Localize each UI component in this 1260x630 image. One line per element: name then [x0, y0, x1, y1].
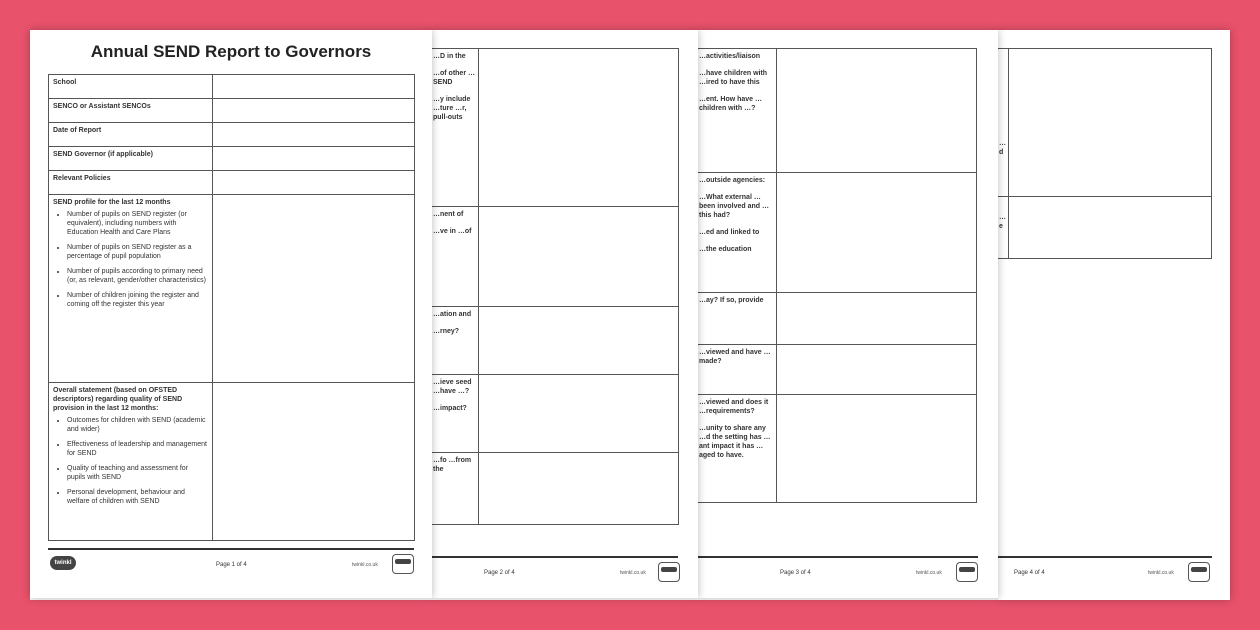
profile-list [53, 210, 208, 309]
field-cell [998, 49, 1009, 197]
answer-cell[interactable] [479, 307, 679, 375]
answer-cell[interactable] [479, 375, 679, 453]
field-text: …unity to share any …d the setting has …ant impact it has …aged to have. [699, 425, 771, 459]
footer-url: twinkl.co.uk [352, 562, 378, 568]
field-text: …impact? [433, 405, 467, 412]
field-cell [432, 307, 479, 375]
twinkl-badge-icon [392, 554, 414, 574]
list-item: • Number of pupils according to primary need (or, as relevant, gender/other characteristics) [67, 267, 208, 285]
field-text: …What external …been involved and …this had? [699, 194, 770, 219]
field-text: …d [999, 140, 1006, 156]
field-text: …viewed and does it …requirements? [699, 399, 769, 415]
field-text: …fo …from the [433, 457, 472, 473]
field-text: …ve in …of [433, 228, 472, 235]
field-text: …of other …SEND [433, 70, 475, 86]
answer-cell[interactable] [777, 173, 977, 293]
report-table [698, 48, 977, 503]
field-cell [432, 453, 479, 525]
document-page-1[interactable] [30, 30, 432, 598]
field-text: …nent of [433, 211, 464, 218]
answer-cell[interactable] [777, 345, 977, 395]
footer-rule [48, 548, 414, 550]
field-cell [432, 207, 479, 307]
field-text: …ation and [433, 311, 472, 318]
answer-cell[interactable] [213, 99, 415, 123]
field-cell [698, 345, 777, 395]
answer-cell[interactable] [213, 147, 415, 171]
answer-cell[interactable] [213, 123, 415, 147]
field-label: Date of Report [53, 127, 102, 134]
field-text: …rney? [433, 328, 460, 335]
report-table [998, 48, 1212, 259]
document-page-2[interactable] [432, 30, 698, 598]
list-item: • Outcomes for children with SEND (academic and wider) [67, 416, 208, 434]
field-text: …the education [699, 246, 752, 253]
page-number: Page 2 of 4 [484, 570, 515, 576]
field-text: …viewed and have …made? [699, 349, 771, 365]
answer-cell[interactable] [777, 293, 977, 345]
field-cell [998, 197, 1009, 259]
twinkl-badge-icon [658, 562, 680, 582]
list-item: • Number of children joining the register and coming off the register this year [67, 291, 208, 309]
overall-list [53, 416, 208, 506]
twinkl-badge-icon [1188, 562, 1210, 582]
field-text: …have children with …ired to have this [699, 70, 768, 86]
answer-cell[interactable] [213, 75, 415, 99]
field-cell [49, 99, 213, 123]
document-page-4[interactable] [998, 30, 1230, 600]
footer-rule [432, 556, 678, 558]
answer-cell[interactable] [479, 453, 679, 525]
report-table [48, 74, 415, 541]
answer-cell[interactable] [213, 195, 415, 383]
field-cell [49, 147, 213, 171]
list-item: • Personal development, behaviour and welfare of children with SEND [67, 488, 208, 506]
field-cell [49, 195, 213, 383]
field-cell [698, 49, 777, 173]
field-cell [698, 395, 777, 503]
field-label: Relevant Policies [53, 175, 111, 182]
field-label: SENCO or Assistant SENCOs [53, 103, 151, 110]
footer-rule [698, 556, 978, 558]
overall-section [49, 383, 212, 515]
list-item: • Effectiveness of leadership and management for SEND [67, 440, 208, 458]
answer-cell[interactable] [1009, 197, 1212, 259]
footer-rule [998, 556, 1212, 558]
overall-heading: Overall statement (based on OFSTED descriptors) regarding quality of SEND provision in the last 12 months: [53, 387, 183, 412]
field-text: …ed and linked to [699, 229, 760, 236]
answer-cell[interactable] [479, 207, 679, 307]
footer-url: twinkl.co.uk [1148, 570, 1174, 576]
field-label: School [53, 79, 77, 86]
list-item: • Quality of teaching and assessment for pupils with SEND [67, 464, 208, 482]
field-cell [49, 383, 213, 541]
answer-cell[interactable] [777, 395, 977, 503]
field-text: …outside agencies: [699, 177, 766, 184]
page-number: Page 1 of 4 [216, 562, 247, 568]
list-item: • Number of pupils on SEND register as a percentage of pupil population [67, 243, 208, 261]
field-cell [432, 375, 479, 453]
field-cell [49, 171, 213, 195]
field-cell [698, 293, 777, 345]
footer-url: twinkl.co.uk [916, 570, 942, 576]
twinkl-badge-icon [956, 562, 978, 582]
page-title: Annual SEND Report to Governors [90, 42, 372, 61]
answer-cell[interactable] [1009, 49, 1212, 197]
field-text: …ent. How have …children with …? [699, 96, 763, 112]
answer-cell[interactable] [479, 49, 679, 207]
page-number: Page 4 of 4 [1014, 570, 1045, 576]
field-text: …y include …ture …r, pull-outs [433, 96, 471, 121]
field-text: …ay? If so, provide [699, 297, 764, 304]
field-cell [698, 173, 777, 293]
field-cell [49, 75, 213, 99]
list-item: • Number of pupils on SEND register (or equivalent), including numbers with Education Health and Care Plans [67, 210, 208, 237]
field-cell [49, 123, 213, 147]
field-text: …activities/liaison [699, 53, 761, 60]
field-label: SEND Governor (if applicable) [53, 151, 153, 158]
field-text: …e [999, 214, 1006, 230]
footer-url: twinkl.co.uk [620, 570, 646, 576]
page-number: Page 3 of 4 [780, 570, 811, 576]
answer-cell[interactable] [213, 383, 415, 541]
twinkl-logo: twinkl [50, 556, 76, 570]
field-text: …ieve seed …have …? [433, 379, 472, 395]
field-text: …D in the [433, 53, 466, 60]
answer-cell[interactable] [777, 49, 977, 173]
profile-section [49, 195, 212, 318]
report-table [432, 48, 679, 525]
profile-heading: SEND profile for the last 12 months [53, 199, 171, 206]
document-page-3[interactable] [698, 30, 998, 598]
answer-cell[interactable] [213, 171, 415, 195]
field-cell [432, 49, 479, 207]
